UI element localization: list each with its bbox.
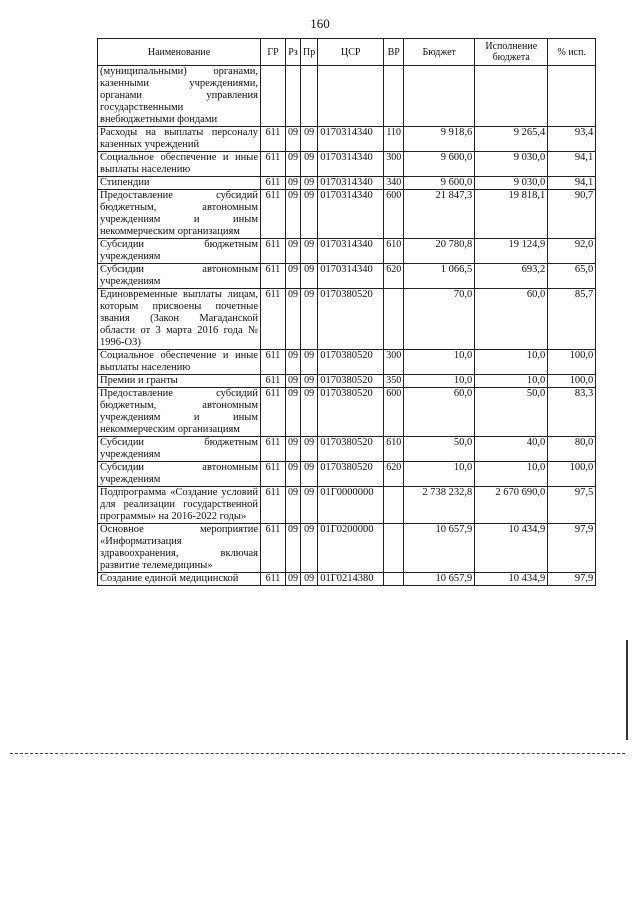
table-row (98, 264, 596, 289)
cell-percent: 100,0 (548, 462, 596, 487)
cell-gr: 611 (261, 388, 286, 437)
page-number: 160 (310, 16, 330, 31)
cell-vr: 340 (384, 177, 404, 190)
cell-pr: 09 (301, 264, 318, 289)
page-edge-mark (626, 640, 628, 740)
cell-pr: 09 (301, 127, 318, 152)
cell-vr: 620 (384, 264, 404, 289)
cell-budget: 20 780,8 (404, 239, 475, 264)
cell-vr (384, 66, 404, 127)
cell-csr: 0170314340 (318, 190, 384, 239)
cell-csr: 0170380520 (318, 462, 384, 487)
cell-execution: 10,0 (475, 375, 548, 388)
cell-budget: 2 738 232,8 (404, 487, 475, 524)
table-row (98, 375, 596, 388)
cell-name: Субсидии автономным учреждениям (98, 462, 261, 487)
cell-csr: 0170314340 (318, 152, 384, 177)
cell-gr: 611 (261, 239, 286, 264)
cell-csr: 01Г0200000 (318, 524, 384, 573)
cell-rz: 09 (286, 573, 301, 586)
cell-csr: 0170314340 (318, 239, 384, 264)
budget-table (97, 38, 596, 586)
cell-execution: 10 434,9 (475, 573, 548, 586)
table-row (98, 152, 596, 177)
cell-execution: 19 124,9 (475, 239, 548, 264)
cell-pr: 09 (301, 177, 318, 190)
cell-percent: 85,7 (548, 289, 596, 350)
table-row (98, 437, 596, 462)
table-row (98, 190, 596, 239)
cell-budget: 70,0 (404, 289, 475, 350)
cell-csr (318, 66, 384, 127)
header-budget: Бюджет (404, 39, 475, 66)
cell-percent: 83,3 (548, 388, 596, 437)
header-gr: ГР (261, 39, 286, 66)
cell-name: Создание единой медицинской (98, 573, 261, 586)
cell-csr: 0170314340 (318, 264, 384, 289)
cell-pr: 09 (301, 462, 318, 487)
table-row (98, 573, 596, 586)
cell-vr: 600 (384, 388, 404, 437)
cell-vr: 300 (384, 152, 404, 177)
cell-name: Субсидии бюджетным учреждениям (98, 437, 261, 462)
cell-csr: 0170380520 (318, 350, 384, 375)
cell-execution: 19 818,1 (475, 190, 548, 239)
cell-gr: 611 (261, 152, 286, 177)
cell-budget: 9 600,0 (404, 177, 475, 190)
cell-rz: 09 (286, 388, 301, 437)
cell-gr (261, 66, 286, 127)
page-bottom-rule (10, 753, 625, 754)
cell-gr: 611 (261, 573, 286, 586)
cell-name: Основное мероприятие «Информатизация здравоохранения, включая развитие телемедицины» (98, 524, 261, 573)
cell-name: Предоставление субсидий бюджетным, автономным учреждениям и иным некоммерческим организациям (98, 190, 261, 239)
cell-csr: 01Г0000000 (318, 487, 384, 524)
cell-csr: 0170380520 (318, 375, 384, 388)
cell-rz: 09 (286, 264, 301, 289)
cell-pr (301, 66, 318, 127)
cell-rz: 09 (286, 190, 301, 239)
cell-rz: 09 (286, 462, 301, 487)
cell-percent: 93,4 (548, 127, 596, 152)
cell-execution: 10,0 (475, 350, 548, 375)
cell-name: (муниципальными) органами, казенными учреждениями, органами управления государственными внебюджетными фондами (98, 66, 261, 127)
cell-rz: 09 (286, 239, 301, 264)
cell-execution (475, 66, 548, 127)
cell-execution: 2 670 690,0 (475, 487, 548, 524)
cell-vr: 620 (384, 462, 404, 487)
cell-percent: 100,0 (548, 375, 596, 388)
cell-name: Субсидии автономным учреждениям (98, 264, 261, 289)
cell-execution: 60,0 (475, 289, 548, 350)
cell-rz (286, 66, 301, 127)
cell-percent: 90,7 (548, 190, 596, 239)
cell-vr: 600 (384, 190, 404, 239)
table-row (98, 388, 596, 437)
cell-pr: 09 (301, 289, 318, 350)
cell-gr: 611 (261, 462, 286, 487)
cell-vr (384, 487, 404, 524)
cell-csr: 0170380520 (318, 289, 384, 350)
cell-percent: 80,0 (548, 437, 596, 462)
cell-percent: 100,0 (548, 350, 596, 375)
cell-csr: 0170314340 (318, 127, 384, 152)
cell-gr: 611 (261, 127, 286, 152)
cell-pr: 09 (301, 190, 318, 239)
cell-name: Социальное обеспечение и иные выплаты населению (98, 350, 261, 375)
cell-budget: 50,0 (404, 437, 475, 462)
cell-gr: 611 (261, 375, 286, 388)
cell-pr: 09 (301, 375, 318, 388)
cell-pr: 09 (301, 487, 318, 524)
cell-rz: 09 (286, 375, 301, 388)
cell-pr: 09 (301, 239, 318, 264)
cell-percent: 97,9 (548, 573, 596, 586)
table-row (98, 487, 596, 524)
cell-csr: 01Г0214380 (318, 573, 384, 586)
cell-pr: 09 (301, 388, 318, 437)
cell-percent: 97,5 (548, 487, 596, 524)
cell-budget: 10 657,9 (404, 573, 475, 586)
cell-percent: 94,1 (548, 177, 596, 190)
cell-gr: 611 (261, 264, 286, 289)
cell-vr (384, 573, 404, 586)
cell-vr: 610 (384, 437, 404, 462)
cell-budget: 9 600,0 (404, 152, 475, 177)
header-row (98, 39, 596, 66)
header-percent: % исп. (548, 39, 596, 66)
table-header (98, 39, 596, 66)
cell-percent: 65,0 (548, 264, 596, 289)
cell-vr: 300 (384, 350, 404, 375)
cell-gr: 611 (261, 289, 286, 350)
cell-percent: 92,0 (548, 239, 596, 264)
cell-vr (384, 289, 404, 350)
cell-name: Стипендии (98, 177, 261, 190)
cell-execution: 9 030,0 (475, 152, 548, 177)
table-row (98, 462, 596, 487)
cell-name: Субсидии бюджетным учреждениям (98, 239, 261, 264)
cell-rz: 09 (286, 152, 301, 177)
cell-rz: 09 (286, 437, 301, 462)
cell-name: Расходы на выплаты персоналу казенных учреждений (98, 127, 261, 152)
cell-rz: 09 (286, 487, 301, 524)
cell-csr: 0170380520 (318, 388, 384, 437)
table-row (98, 524, 596, 573)
cell-gr: 611 (261, 350, 286, 375)
cell-budget (404, 66, 475, 127)
cell-execution: 10,0 (475, 462, 548, 487)
table-row (98, 289, 596, 350)
cell-gr: 611 (261, 487, 286, 524)
cell-budget: 10 657,9 (404, 524, 475, 573)
header-execution: Исполнение бюджета (475, 39, 548, 66)
cell-gr: 611 (261, 177, 286, 190)
table-row (98, 350, 596, 375)
cell-rz: 09 (286, 289, 301, 350)
header-csr: ЦСР (318, 39, 384, 66)
header-rz: Рз (286, 39, 301, 66)
cell-vr: 110 (384, 127, 404, 152)
cell-csr: 0170380520 (318, 437, 384, 462)
cell-budget: 60,0 (404, 388, 475, 437)
cell-pr: 09 (301, 524, 318, 573)
cell-name: Премии и гранты (98, 375, 261, 388)
cell-csr: 0170314340 (318, 177, 384, 190)
cell-percent (548, 66, 596, 127)
cell-percent: 97,9 (548, 524, 596, 573)
cell-budget: 10,0 (404, 350, 475, 375)
cell-pr: 09 (301, 152, 318, 177)
table-row (98, 239, 596, 264)
table-body (98, 66, 596, 586)
cell-budget: 10,0 (404, 462, 475, 487)
cell-rz: 09 (286, 127, 301, 152)
cell-vr: 610 (384, 239, 404, 264)
cell-rz: 09 (286, 177, 301, 190)
cell-budget: 10,0 (404, 375, 475, 388)
cell-execution: 9 265,4 (475, 127, 548, 152)
table-row (98, 127, 596, 152)
cell-name: Единовременные выплаты лицам, которым присвоены почетные звания (Закон Магаданской области от 3 марта 2016 года № 1996-ОЗ) (98, 289, 261, 350)
cell-gr: 611 (261, 437, 286, 462)
table-row (98, 66, 596, 127)
cell-percent: 94,1 (548, 152, 596, 177)
cell-pr: 09 (301, 573, 318, 586)
cell-gr: 611 (261, 190, 286, 239)
cell-rz: 09 (286, 350, 301, 375)
header-vr: ВР (384, 39, 404, 66)
cell-budget: 9 918,6 (404, 127, 475, 152)
cell-execution: 10 434,9 (475, 524, 548, 573)
cell-pr: 09 (301, 437, 318, 462)
cell-vr: 350 (384, 375, 404, 388)
cell-rz: 09 (286, 524, 301, 573)
cell-name: Подпрограмма «Создание условий для реализации государственной программы» на 2016-2022 годы» (98, 487, 261, 524)
table-row (98, 177, 596, 190)
cell-execution: 693,2 (475, 264, 548, 289)
cell-pr: 09 (301, 350, 318, 375)
cell-gr: 611 (261, 524, 286, 573)
cell-execution: 50,0 (475, 388, 548, 437)
cell-execution: 9 030,0 (475, 177, 548, 190)
cell-budget: 21 847,3 (404, 190, 475, 239)
cell-name: Предоставление субсидий бюджетным, автономным учреждениям и иным некоммерческим организациям (98, 388, 261, 437)
cell-name: Социальное обеспечение и иные выплаты населению (98, 152, 261, 177)
cell-execution: 40,0 (475, 437, 548, 462)
cell-vr (384, 524, 404, 573)
header-pr: Пр (301, 39, 318, 66)
header-name: Наименование (98, 39, 261, 66)
cell-budget: 1 066,5 (404, 264, 475, 289)
